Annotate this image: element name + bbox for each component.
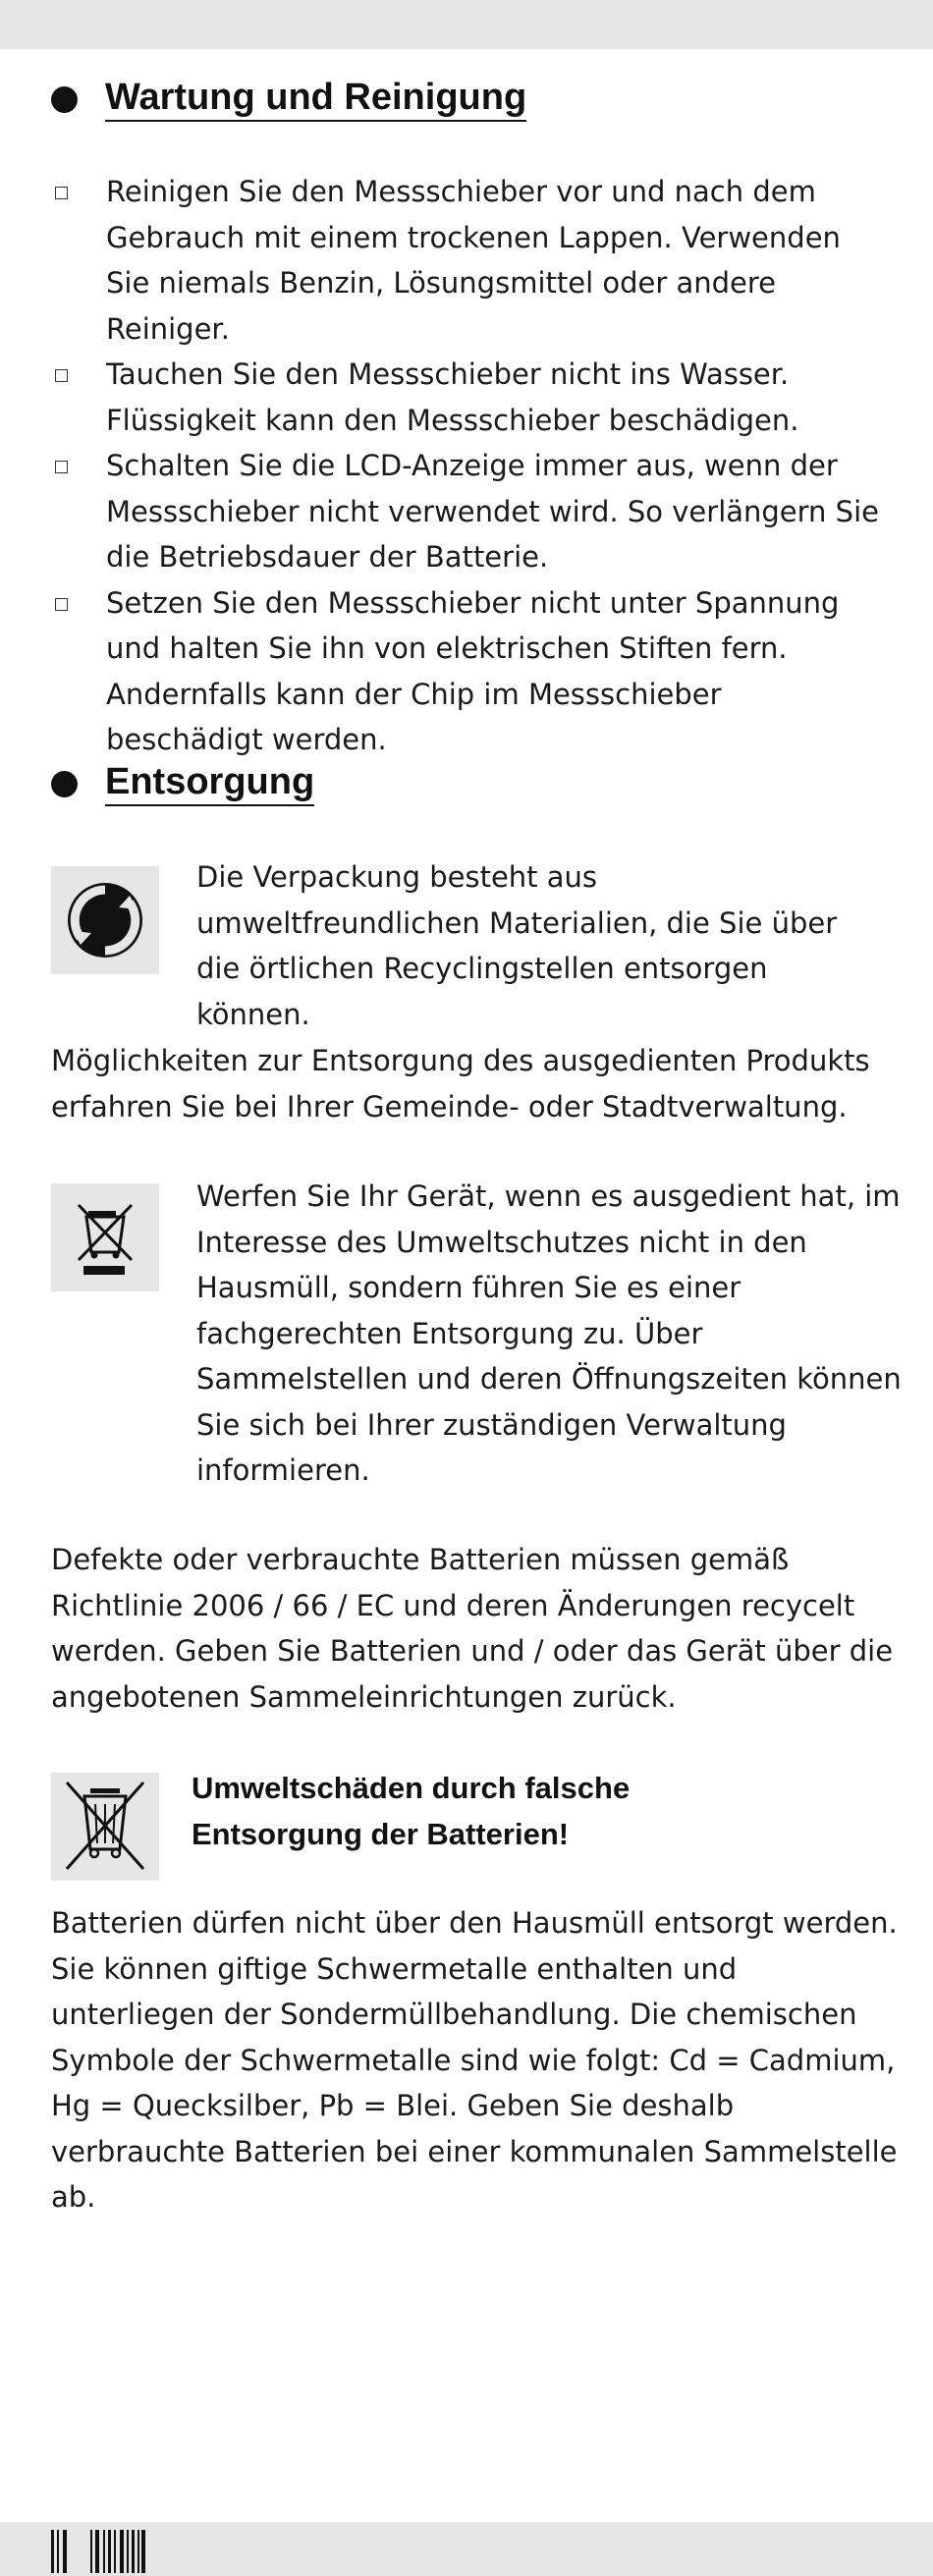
- weee-text: Werfen Sie Ihr Gerät, wenn es ausgedient hat, im Interesse des Umweltschutzes nicht in den Hausmüll, sondern führen Sie es einer fachgerechten Entsorgung zu. Über Sammelstellen und deren Öffnungszeiten können Sie sich bei Ihrer zuständigen Verwaltung: [196, 1179, 902, 1442]
- top-bar: [0, 0, 933, 49]
- maintenance-heading: Wartung und Reinigung: [105, 77, 526, 122]
- battery-warning-paragraph: Batterien dürfen nicht über den Hausmüll entsorgt werden. Sie können giftige Schwermetalle enthalten und unterliegen der Sondermüllbehandlung. Die chemischen Symbole der Schwermetalle sind wie folgt: Cd = Cadmium, Hg = Quecksilber, Pb = Blei. Geben Sie deshalb verbrauchte Batterien bei einer kommunalen Sammelstelle ab.: [51, 1906, 898, 2214]
- checkbox-square-icon: [55, 598, 68, 611]
- list-item-text: Tauchen Sie den Messschieber nicht ins Wasser. Flüssigkeit kann den Messschieber beschädigen.: [106, 357, 799, 437]
- bullet-dot-icon: [51, 86, 78, 113]
- section-title-maintenance: [51, 77, 526, 122]
- list-item: [51, 169, 886, 352]
- section-title-disposal: [51, 761, 314, 806]
- warning-title-line1: Umweltschäden durch falsche: [192, 1771, 631, 1805]
- weee-text-end: informieren.: [196, 1453, 370, 1487]
- crossed-out-bin-battery-icon: [51, 1773, 159, 1881]
- packaging-paragraph: Die Verpackung besteht aus umweltfreundlichen Materialien, die Sie über die örtlichen Recyclingstellen entsorgen können.: [196, 860, 838, 1031]
- disposal-heading: Entsorgung: [105, 761, 314, 806]
- bullet-dot-icon: [51, 771, 78, 797]
- list-item-text: Setzen Sie den Messschieber nicht unter Spannung und halten Sie ihn von elektrischen Stiften fern. Andernfalls kann der Chip im Messschieber beschädigt werden.: [106, 585, 840, 756]
- barcode-icon: [51, 2530, 189, 2573]
- green-dot-recycling-icon: [51, 866, 159, 974]
- maintenance-list: [51, 169, 886, 763]
- warning-title-line2: Entsorgung der Batterien!: [192, 1817, 570, 1851]
- weee-paragraph: [196, 1174, 904, 1494]
- crossed-out-wheelie-bin-icon: [51, 1183, 159, 1291]
- list-item-text: Schalten Sie die LCD-Anzeige immer aus, wenn der Messschieber nicht verwendet wird. So verlängern Sie die Betriebsdauer der Batterie.: [106, 449, 879, 574]
- list-item-text: Reinigen Sie den Messschieber vor und nach dem Gebrauch mit einem trockenen Lappen. Verwenden Sie niemals Benzin, Lösungsmittel oder andere Reiniger.: [106, 175, 841, 346]
- list-item: [51, 352, 886, 443]
- battery-directive-paragraph: Defekte oder verbrauchte Batterien müssen gemäß Richtlinie 2006 / 66 / EC und deren Änderungen recycelt werden. Geben Sie Batterien und / oder das Gerät über die angebotenen Sammeleinrichtungen zurück.: [51, 1543, 894, 1714]
- list-item: [51, 443, 886, 580]
- battery-warning-title: [192, 1765, 879, 1857]
- checkbox-square-icon: [55, 187, 68, 199]
- list-item: [51, 580, 886, 763]
- checkbox-square-icon: [55, 461, 68, 473]
- checkbox-square-icon: [55, 369, 68, 382]
- disposal-options-paragraph: Möglichkeiten zur Entsorgung des ausgedienten Produkts erfahren Sie bei Ihrer Gemeinde- oder Stadtverwaltung.: [51, 1044, 870, 1124]
